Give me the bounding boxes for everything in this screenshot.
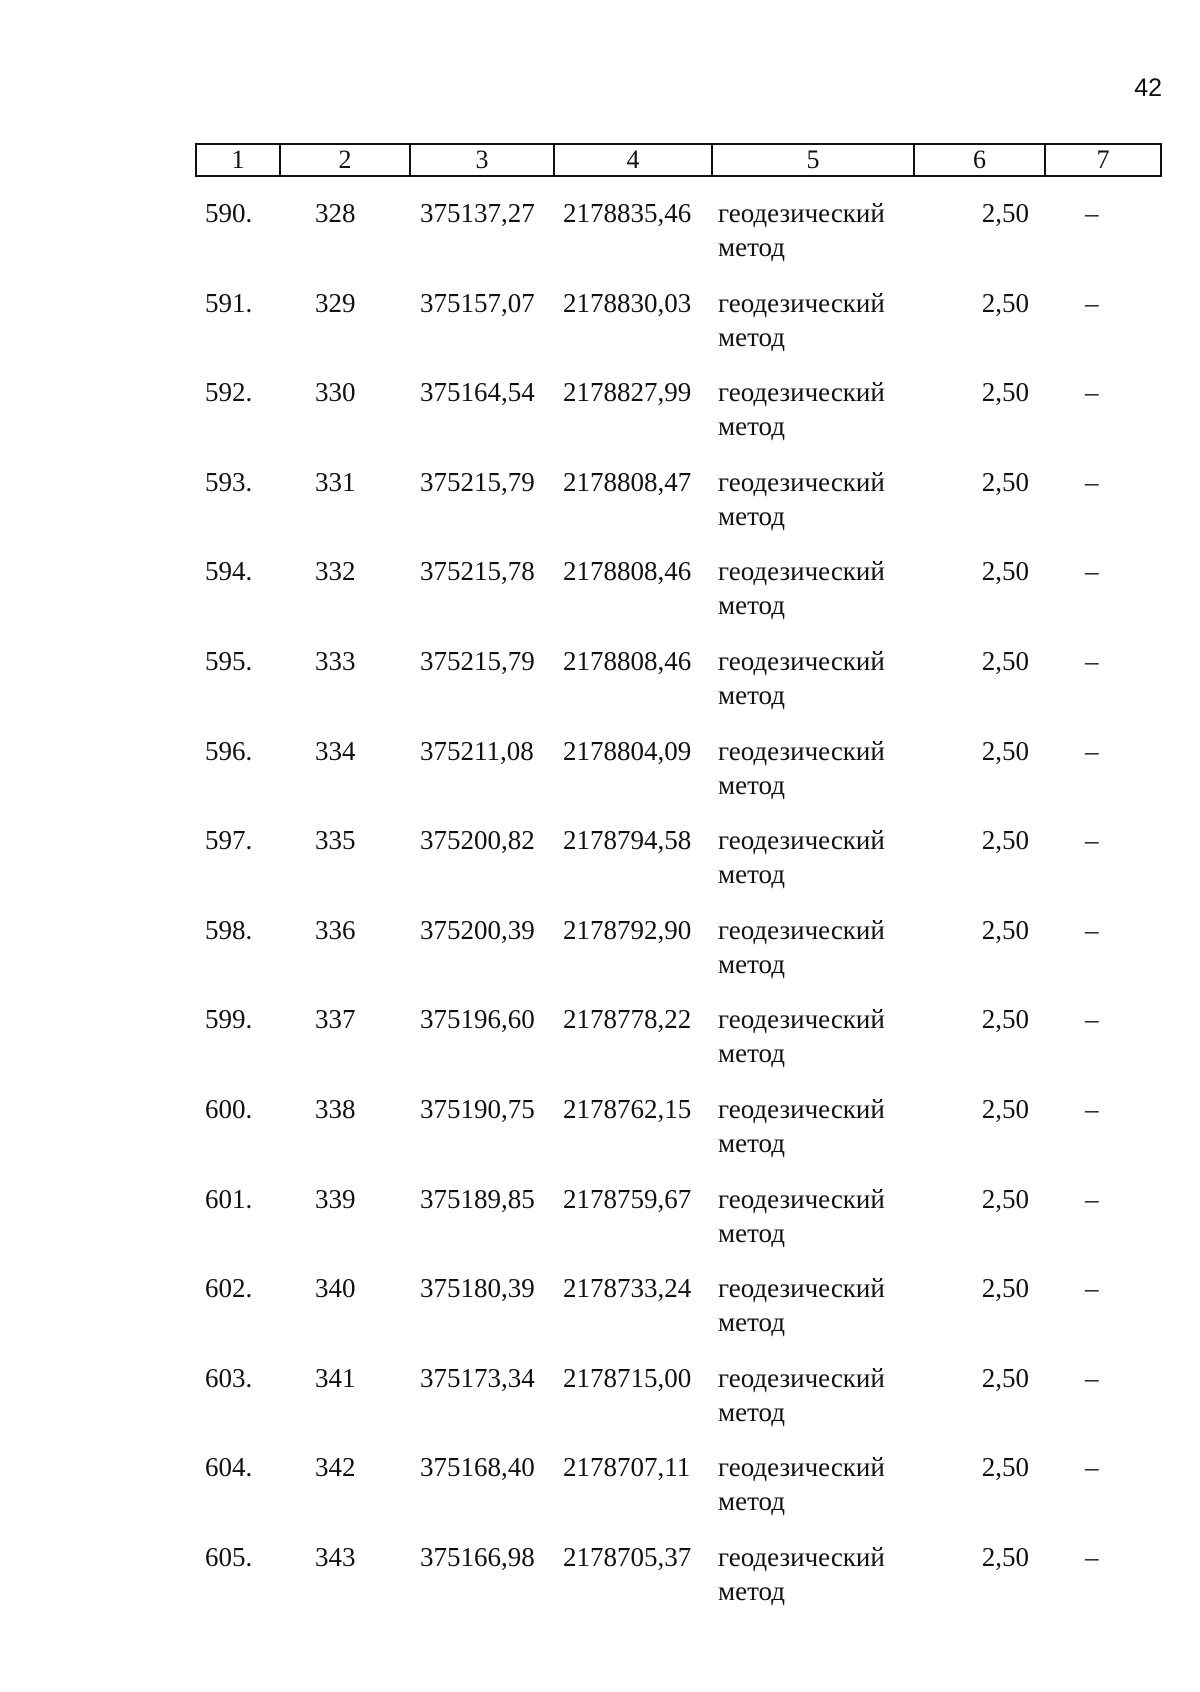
- point-number: 339: [315, 1183, 356, 1214]
- method-line1: геодезический: [718, 466, 885, 497]
- note: –: [1085, 1004, 1099, 1035]
- method-line1: геодезический: [718, 1183, 885, 1214]
- table-row: [195, 465, 1162, 555]
- method-line1: геодезический: [718, 1273, 885, 1304]
- table-row: [195, 1540, 1162, 1630]
- method-line1: геодезический: [718, 1362, 885, 1393]
- page-number: 42: [1134, 74, 1162, 102]
- note: –: [1085, 1452, 1099, 1483]
- accuracy: 2,50: [981, 377, 1029, 408]
- table-row: [195, 1271, 1162, 1361]
- row-number: 593.: [205, 466, 253, 497]
- method-line1: геодезический: [718, 825, 885, 856]
- point-number: 342: [315, 1452, 356, 1483]
- coordinate-x: 375200,82: [420, 825, 535, 856]
- header-col-6: 6: [915, 145, 1046, 175]
- method-cell: [718, 823, 885, 891]
- coordinate-y: 2178808,46: [563, 556, 692, 587]
- coordinate-x: 375200,39: [420, 914, 535, 945]
- method-line2: метод: [718, 500, 785, 531]
- method-cell: [718, 1271, 885, 1339]
- row-number: 591.: [205, 287, 253, 318]
- method-line2: метод: [718, 1127, 785, 1158]
- note: –: [1085, 825, 1099, 856]
- row-number: 605.: [205, 1541, 253, 1572]
- point-number: 334: [315, 735, 356, 766]
- accuracy: 2,50: [981, 914, 1029, 945]
- method-line1: геодезический: [718, 377, 885, 408]
- accuracy: 2,50: [981, 1004, 1029, 1035]
- table-row: [195, 196, 1162, 286]
- coordinate-x: 375196,60: [420, 1004, 535, 1035]
- point-number: 332: [315, 556, 356, 587]
- method-cell: [718, 1002, 885, 1070]
- coordinate-y: 2178762,15: [563, 1093, 692, 1124]
- coordinate-x: 375189,85: [420, 1183, 535, 1214]
- header-col-5: 5: [713, 145, 915, 175]
- coordinate-y: 2178804,09: [563, 735, 692, 766]
- header-col-7: 7: [1096, 145, 1110, 174]
- note: –: [1085, 1273, 1099, 1304]
- point-number: 338: [315, 1093, 356, 1124]
- header-col-1: 1: [197, 145, 281, 175]
- table-row: [195, 375, 1162, 465]
- method-cell: [718, 375, 885, 443]
- coordinate-y: 2178835,46: [563, 198, 692, 228]
- table-row: [195, 1361, 1162, 1451]
- table-row: [195, 823, 1162, 913]
- note: –: [1085, 645, 1099, 676]
- note: –: [1085, 1183, 1099, 1214]
- point-number: 340: [315, 1273, 356, 1304]
- header-col-2: 2: [281, 145, 411, 175]
- method-line1: геодезический: [718, 287, 885, 318]
- row-number: 599.: [205, 1004, 253, 1035]
- accuracy: 2,50: [981, 735, 1029, 766]
- method-cell: [718, 644, 885, 712]
- row-number: 597.: [205, 825, 253, 856]
- coordinate-y: 2178715,00: [563, 1362, 692, 1393]
- point-number: 341: [315, 1362, 356, 1393]
- method-line2: метод: [718, 679, 785, 710]
- header-col-3: 3: [411, 145, 555, 175]
- row-number: 603.: [205, 1362, 253, 1393]
- table-row: [195, 554, 1162, 644]
- table-row: [195, 644, 1162, 734]
- method-cell: [718, 1361, 885, 1429]
- method-cell: [718, 1540, 885, 1608]
- method-cell: [718, 1450, 885, 1518]
- table-row: [195, 1182, 1162, 1272]
- method-line1: геодезический: [718, 1093, 885, 1124]
- row-number: 601.: [205, 1183, 253, 1214]
- point-number: 329: [315, 287, 356, 318]
- point-number: 328: [315, 198, 356, 228]
- coordinate-x: 375215,79: [420, 645, 535, 676]
- row-number: 590.: [205, 198, 253, 228]
- method-line1: геодезический: [718, 198, 885, 228]
- row-number: 604.: [205, 1452, 253, 1483]
- method-line2: метод: [718, 948, 785, 979]
- method-cell: [718, 913, 885, 981]
- coordinate-x: 375168,40: [420, 1452, 535, 1483]
- accuracy: 2,50: [981, 1093, 1029, 1124]
- method-line1: геодезический: [718, 1541, 885, 1572]
- coordinate-y: 2178778,22: [563, 1004, 692, 1035]
- row-number: 598.: [205, 914, 253, 945]
- table-row: [195, 734, 1162, 824]
- method-line2: метод: [718, 1396, 785, 1427]
- method-line2: метод: [718, 769, 785, 800]
- accuracy: 2,50: [981, 198, 1029, 228]
- note: –: [1085, 466, 1099, 497]
- method-line2: метод: [718, 1307, 785, 1338]
- table-row: [195, 1002, 1162, 1092]
- coordinate-x: 375215,79: [420, 466, 535, 497]
- coordinate-y: 2178830,03: [563, 287, 692, 318]
- coordinate-x: 375190,75: [420, 1093, 535, 1124]
- note: –: [1085, 1093, 1099, 1124]
- coordinate-y: 2178733,24: [563, 1273, 692, 1304]
- table-body: [195, 196, 1162, 1630]
- note: –: [1085, 735, 1099, 766]
- method-line1: геодезический: [718, 556, 885, 587]
- note: –: [1085, 556, 1099, 587]
- method-cell: [718, 1182, 885, 1250]
- method-cell: [718, 465, 885, 533]
- table-header: [195, 143, 1162, 177]
- method-line2: метод: [718, 1486, 785, 1517]
- accuracy: 2,50: [981, 1183, 1029, 1214]
- method-cell: [718, 196, 885, 264]
- point-number: 335: [315, 825, 356, 856]
- table-row: [195, 1092, 1162, 1182]
- method-line2: метод: [718, 321, 785, 352]
- accuracy: 2,50: [981, 1273, 1029, 1304]
- note: –: [1085, 914, 1099, 945]
- point-number: 336: [315, 914, 356, 945]
- method-cell: [718, 1092, 885, 1160]
- coordinate-x: 375164,54: [420, 377, 535, 408]
- coordinate-y: 2178808,47: [563, 466, 692, 497]
- row-number: 600.: [205, 1093, 253, 1124]
- method-cell: [718, 554, 885, 622]
- accuracy: 2,50: [981, 287, 1029, 318]
- note: –: [1085, 287, 1099, 318]
- coordinate-x: 375180,39: [420, 1273, 535, 1304]
- note: –: [1085, 1541, 1099, 1572]
- table-row: [195, 286, 1162, 376]
- note: –: [1085, 198, 1099, 228]
- accuracy: 2,50: [981, 466, 1029, 497]
- point-number: 333: [315, 645, 356, 676]
- row-number: 592.: [205, 377, 253, 408]
- coordinate-x: 375157,07: [420, 287, 535, 318]
- note: –: [1085, 1362, 1099, 1393]
- method-line1: геодезический: [718, 1004, 885, 1035]
- method-line2: метод: [718, 1038, 785, 1069]
- coordinate-x: 375215,78: [420, 556, 535, 587]
- coordinate-y: 2178792,90: [563, 914, 692, 945]
- accuracy: 2,50: [981, 1362, 1029, 1393]
- method-line2: метод: [718, 590, 785, 621]
- row-number: 594.: [205, 556, 253, 587]
- point-number: 331: [315, 466, 356, 497]
- coordinate-y: 2178794,58: [563, 825, 692, 856]
- accuracy: 2,50: [981, 1452, 1029, 1483]
- point-number: 343: [315, 1541, 356, 1572]
- accuracy: 2,50: [981, 645, 1029, 676]
- coordinate-x: 375137,27: [420, 198, 535, 228]
- method-line1: геодезический: [718, 914, 885, 945]
- note: –: [1085, 377, 1099, 408]
- method-cell: [718, 734, 885, 802]
- method-line1: геодезический: [718, 645, 885, 676]
- coordinate-x: 375173,34: [420, 1362, 535, 1393]
- table-row: [195, 913, 1162, 1003]
- accuracy: 2,50: [981, 1541, 1029, 1572]
- point-number: 337: [315, 1004, 356, 1035]
- method-line1: геодезический: [718, 735, 885, 766]
- method-cell: [718, 286, 885, 354]
- coordinate-y: 2178808,46: [563, 645, 692, 676]
- accuracy: 2,50: [981, 556, 1029, 587]
- header-col-4: 4: [555, 145, 713, 175]
- method-line1: геодезический: [718, 1452, 885, 1483]
- row-number: 596.: [205, 735, 253, 766]
- method-line2: метод: [718, 411, 785, 442]
- table-row: [195, 1450, 1162, 1540]
- coordinate-y: 2178705,37: [563, 1541, 692, 1572]
- method-line2: метод: [718, 1575, 785, 1606]
- coordinate-y: 2178827,99: [563, 377, 692, 408]
- point-number: 330: [315, 377, 356, 408]
- method-line2: метод: [718, 1217, 785, 1248]
- coordinate-y: 2178707,11: [563, 1452, 691, 1483]
- row-number: 595.: [205, 645, 253, 676]
- accuracy: 2,50: [981, 825, 1029, 856]
- method-line2: метод: [718, 232, 785, 262]
- coordinate-x: 375211,08: [420, 735, 534, 766]
- coordinate-y: 2178759,67: [563, 1183, 692, 1214]
- row-number: 602.: [205, 1273, 253, 1304]
- coordinate-x: 375166,98: [420, 1541, 535, 1572]
- method-line2: метод: [718, 859, 785, 890]
